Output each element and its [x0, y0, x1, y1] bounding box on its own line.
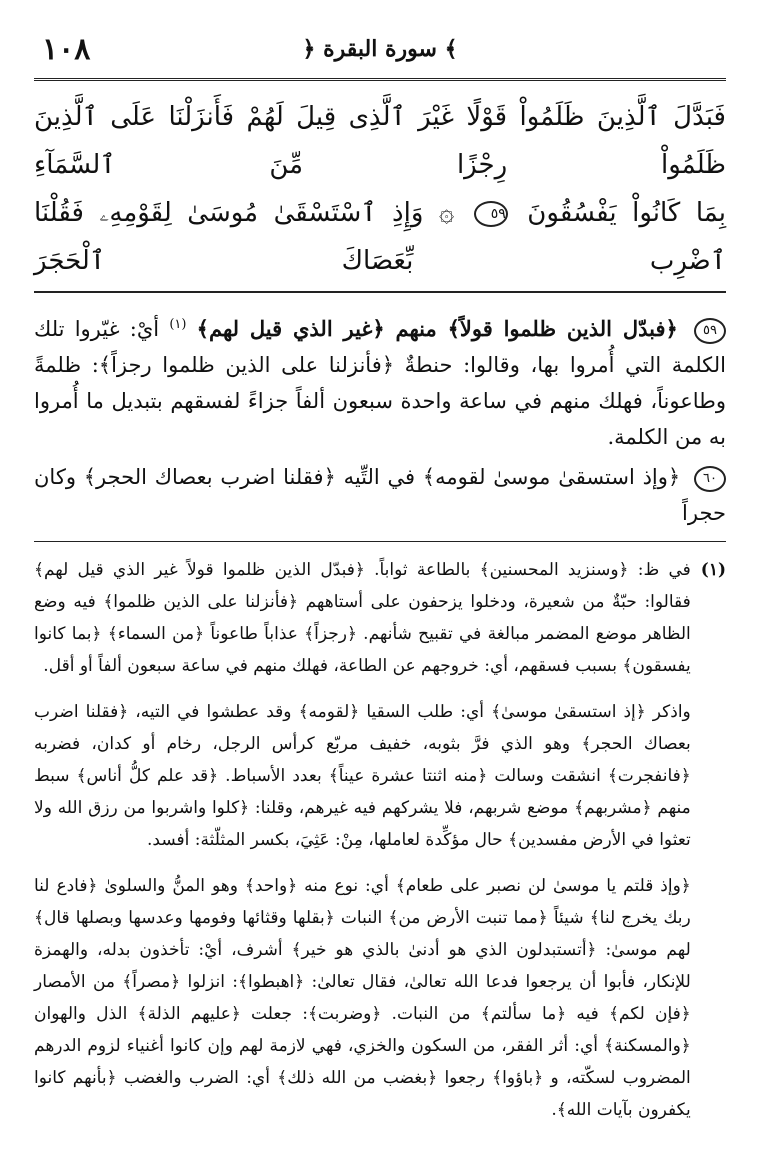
footnote-mark: (١)	[700, 560, 726, 580]
commentary-text: ﴿وإذ استسقىٰ موسىٰ لقومه﴾ في التِّيه ﴿فقلنا اضرب بعصاك الحجر﴾ وكان حجراً	[34, 465, 726, 525]
quran-line: فَبَدَّلَ ٱلَّذِينَ ظَلَمُواْ قَوْلًا غَيْرَ ٱلَّذِى قِيلَ لَهُمْ فَأَنزَلْنَا عَلَى ٱلَّذِينَ ظَلَمُواْ رِجْزًا مِّنَ ٱلسَّمَآءِ	[34, 102, 726, 180]
quran-text: ۞ وَإِذِ ٱسْتَسْقَىٰ مُوسَىٰ لِقَوْمِهِۦ فَقُلْنَا ٱضْرِب بِّعَصَاكَ ٱلْحَجَرَ	[34, 198, 726, 276]
verse-number-badge: ٥٩	[694, 318, 726, 344]
quran-text: بِمَا كَانُواْ يَفْسُقُونَ	[527, 198, 727, 228]
ayah-marker: ٥٩	[474, 201, 508, 227]
tafsir-paragraph	[34, 307, 726, 455]
tafsir-commentary	[34, 307, 726, 531]
page-number: ١٠٨	[42, 32, 91, 67]
surah-title: ﴿ سورة البقرة ﴾	[302, 36, 458, 62]
page-header	[34, 30, 726, 81]
section-divider	[34, 291, 726, 293]
footnote-paragraph: ﴿وإذ قلتم يا موسىٰ لن نصبر على طعام﴾ أي: نوع منه ﴿واحد﴾ وهو المنُّ والسلوىٰ ﴿فادع لنا ربك يخرج لنا﴾ شيئاً ﴿مما تنبت الأرض من﴾ النبات ﴿بقلها وقثائها وفومها وعدسها وبصلها قال﴾ لهم موسىٰ: ﴿أتستبدلون الذي هو أدنىٰ بالذي هو خير﴾ أشرف، أيْ: تأخذون بدله، والهمزة للإنكار، فأبوا أن يرجعوا فدعا الله تعالىٰ، فقال تعالىٰ: ﴿اهبطوا﴾: انزلوا ﴿مصراً﴾ من الأمصار ﴿فإن لكم﴾ فيه ﴿ما سألتم﴾ من النبات. ﴿وضربت﴾: جعلت ﴿عليهم الذلة﴾ الذل والهوان ﴿والمسكنة﴾ أي: أثر الفقر، من السكون والخزي، فهي لازمة لهم وإن كانوا أغنياء لزوم الدرهم المضروب لسكّته، و ﴿باؤوا﴾ رجعوا ﴿بغضب من الله ذلك﴾ أي: الضرب والغضب ﴿بأنهم كانوا يكفرون بآيات الله﴾.	[34, 876, 691, 1120]
footnotes	[34, 554, 726, 1140]
footnote-body	[34, 554, 691, 1140]
footnote-paragraph: واذكر ﴿إذ استسقىٰ موسىٰ﴾ أي: طلب السقيا ﴿لقومه﴾ وقد عطشوا في التيه، ﴿فقلنا اضرب بعصاك الحجر﴾ وهو الذي فرَّ بثوبه، خفيف مربّع كرأس الرجل، رخام أو كدان، فضربه ﴿فانفجرت﴾ انشقت وسالت ﴿منه اثنتا عشرة عيناً﴾ بعدد الأسباط. ﴿قد علم كلُّ أناس﴾ سبط منهم ﴿مشربهم﴾ موضع شربهم، فلا يشركهم فيه غيرهم، وقلنا: ﴿كلوا واشربوا من رزق الله ولا تعثوا في الأرض مفسدين﴾ حال مؤكِّدة لعاملها، مِنْ: عَثِيَ، بكسر المثلّثة: أفسد.	[34, 702, 691, 850]
commentary-text: أيْ: غيّروا تلك الكلمة التي أُمروا بها، وقالوا: حنطةٌ ﴿فأنزلنا على الذين ظلموا رجزاً﴾: ظلمةً وطاعوناً، فهلك منهم في ساعة واحدة سبعون ألفاً جزاءً لفسقهم بتبديل ما أُمروا به من الكلمة.	[34, 317, 726, 449]
footnote-divider	[34, 541, 726, 542]
tafsir-paragraph	[34, 459, 726, 531]
quran-line	[34, 189, 726, 285]
footnote-paragraph: في ظ: ﴿وسنزيد المحسنين﴾ بالطاعة ثواباً. ﴿فبدّل الذين ظلموا قولاً غير الذي قيل لهم﴾ فقالوا: حبّةٌ من شعيرة، ودخلوا يزحفون على أستاههم ﴿فأنزلنا على الذين ظلموا﴾ فيه وضع الظاهر موضع المضمر مبالغة في تقبيح شأنهم. ﴿رجزاً﴾ عذاباً طاعوناً ﴿من السماء﴾ ﴿بما كانوا يفسقون﴾ بسبب فسقهم، أي: خروجهم عن الطاعة، فهلك منهم في ساعة سبعون ألفاً أو أقل.	[34, 560, 691, 676]
quoted-verse: ﴿فبدّل الذين ظلموا قولاً﴾ منهم ﴿غير الذي قيل لهم﴾	[196, 316, 678, 341]
book-page	[34, 30, 726, 1154]
footnote	[34, 554, 726, 1140]
quran-verses	[34, 93, 726, 285]
verse-number-badge: ٦٠	[694, 466, 726, 492]
footnote-ref[interactable]: (١)	[169, 317, 187, 332]
